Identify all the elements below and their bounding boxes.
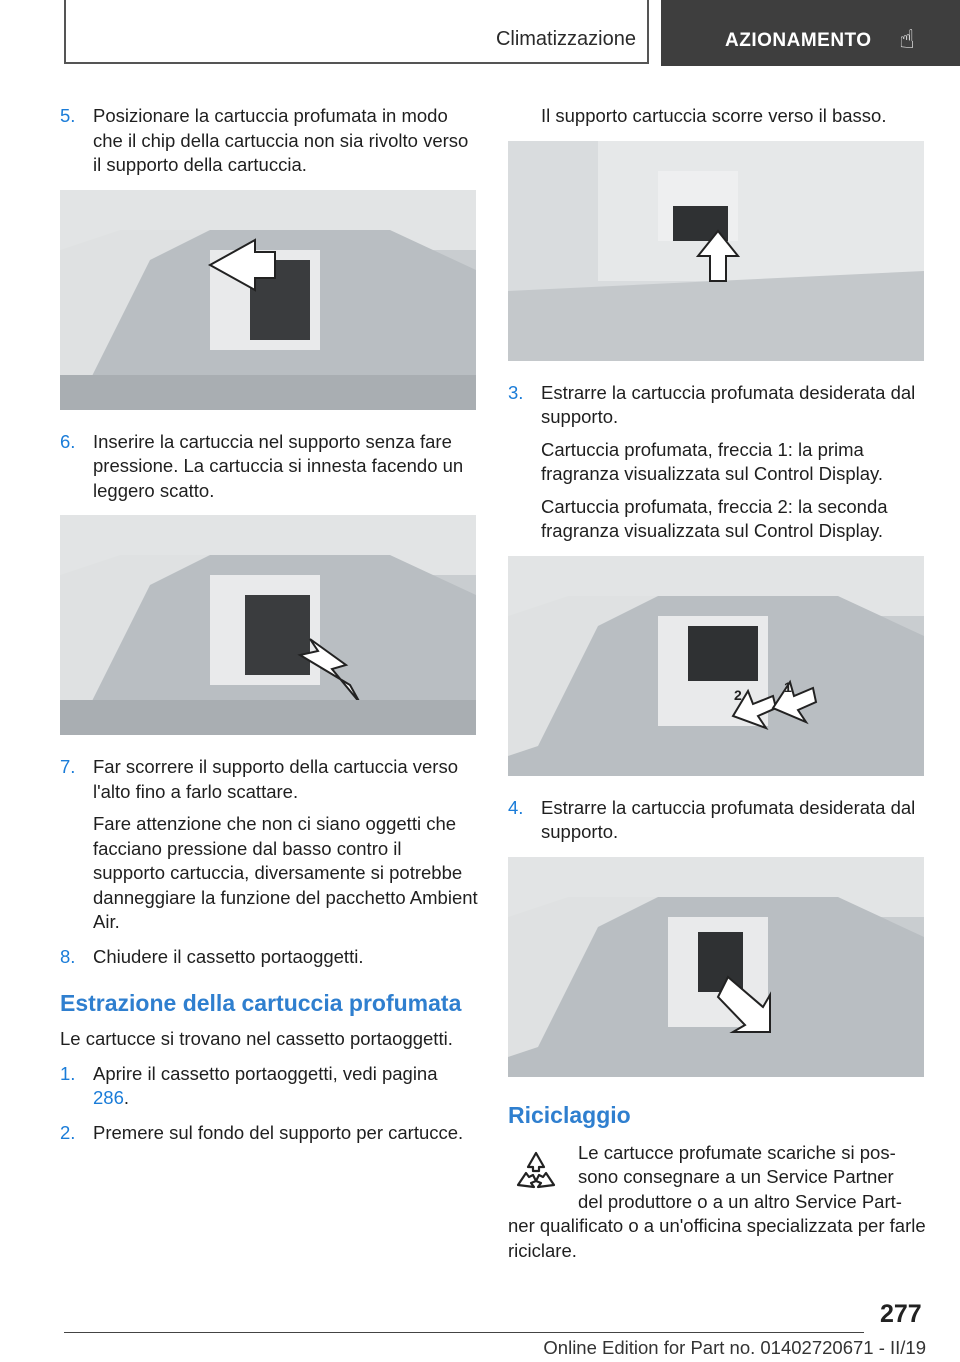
step-8 — [60, 945, 478, 970]
recycling-text-1: Le cartucce profumate scariche si pos- — [578, 1141, 896, 1163]
photo-insert-position — [60, 190, 476, 410]
step-5 — [60, 104, 478, 178]
step-6 — [60, 430, 478, 504]
chapter-tab[interactable] — [661, 0, 960, 66]
step-text: Chiudere il cassetto portaoggetti. — [93, 945, 364, 967]
right-column — [508, 104, 926, 1263]
step-number: 1. — [60, 1062, 76, 1084]
photo-insert-cartridge — [60, 515, 476, 735]
page-number: 277 — [880, 1300, 922, 1328]
section-title: Climatizzazione — [495, 28, 636, 50]
step-text: Far scorrere il supporto della cartuccia verso l'alto fino a farlo scattare. — [93, 756, 459, 802]
step-text: Posizionare la cartuccia profumata in modo che il chip della cartuccia non sia rivolto verso il supporto della cartuccia. — [93, 105, 469, 175]
chapter-label: AZIONAMENTO — [725, 30, 872, 51]
step-text: Premere sul fondo del supporto per cartucce. — [93, 1121, 464, 1143]
step-text: Aprire il cassetto portaoggetti, vedi pagina 286. — [93, 1062, 438, 1108]
step-note-2: Cartuccia profumata, freccia 2: la seconda fragranza visualizzata sul Control Display. — [541, 495, 888, 541]
step-text: Estrarre la cartuccia profumata desiderata dal supporto. — [541, 381, 916, 427]
step-number: 3. — [508, 381, 524, 403]
header-left-border — [64, 0, 66, 64]
continuation-text: Il supporto cartuccia scorre verso il basso. — [541, 105, 887, 126]
step-number: 4. — [508, 796, 524, 818]
photo-two-cartridges — [508, 556, 924, 776]
step-note: Fare attenzione che non ci siano oggetti che facciano pressione dal basso contro il supporto cartuccia, diversamente si potrebbe danneggiare la funzione del pacchetto Ambient Air. — [93, 813, 478, 932]
recycling-text-4: ner qualificato o a un'officina specializzata per farle riciclare. — [508, 1215, 926, 1261]
arrow-label-1: 1 — [784, 678, 792, 695]
header-right-border — [647, 0, 649, 64]
step-text: Estrarre la cartuccia profumata desiderata dal supporto. — [541, 796, 916, 842]
step-number: 6. — [60, 430, 76, 452]
removal-intro: Le cartucce si trovano nel cassetto portaoggetti. — [60, 1028, 453, 1049]
photo-holder-slides-down — [508, 141, 924, 361]
left-column — [60, 104, 478, 1155]
step-note-1: Cartuccia profumata, freccia 1: la prima fragranza visualizzata sul Control Display. — [541, 438, 884, 484]
footer-rule — [64, 1332, 864, 1333]
recycle-icon — [508, 1145, 564, 1201]
step-number: 7. — [60, 756, 76, 777]
step-number: 2. — [60, 1121, 76, 1143]
recycling-block — [508, 1141, 926, 1264]
step-number: 5. — [60, 105, 76, 126]
edition-footer: Online Edition for Part no. 01402720671 - II/19 — [543, 1337, 926, 1358]
page-link[interactable]: 286 — [93, 1087, 124, 1108]
arrow-label-2: 2 — [734, 686, 742, 703]
recycling-text-2: sono consegnare a un Service Partner — [578, 1166, 894, 1187]
step-4 — [508, 796, 926, 845]
step-2 — [60, 1121, 478, 1146]
photo-remove-cartridge — [508, 857, 924, 1077]
section-heading-removal: Estrazione della cartuccia profumata — [60, 990, 462, 1016]
header-rule — [64, 62, 649, 64]
step-text: Inserire la cartuccia nel supporto senza fare pressione. La cartuccia si innesta facendo un leggero scatto. — [93, 430, 464, 501]
section-heading-recycling: Riciclaggio — [508, 1101, 631, 1128]
recycling-text-3: del produttore o a un altro Service Part- — [578, 1190, 902, 1212]
step-7 — [60, 755, 478, 935]
step-3 — [508, 381, 926, 544]
pointing-hand-icon: ☝ — [899, 24, 916, 54]
step-number: 8. — [60, 945, 76, 967]
step-1 — [60, 1062, 478, 1111]
